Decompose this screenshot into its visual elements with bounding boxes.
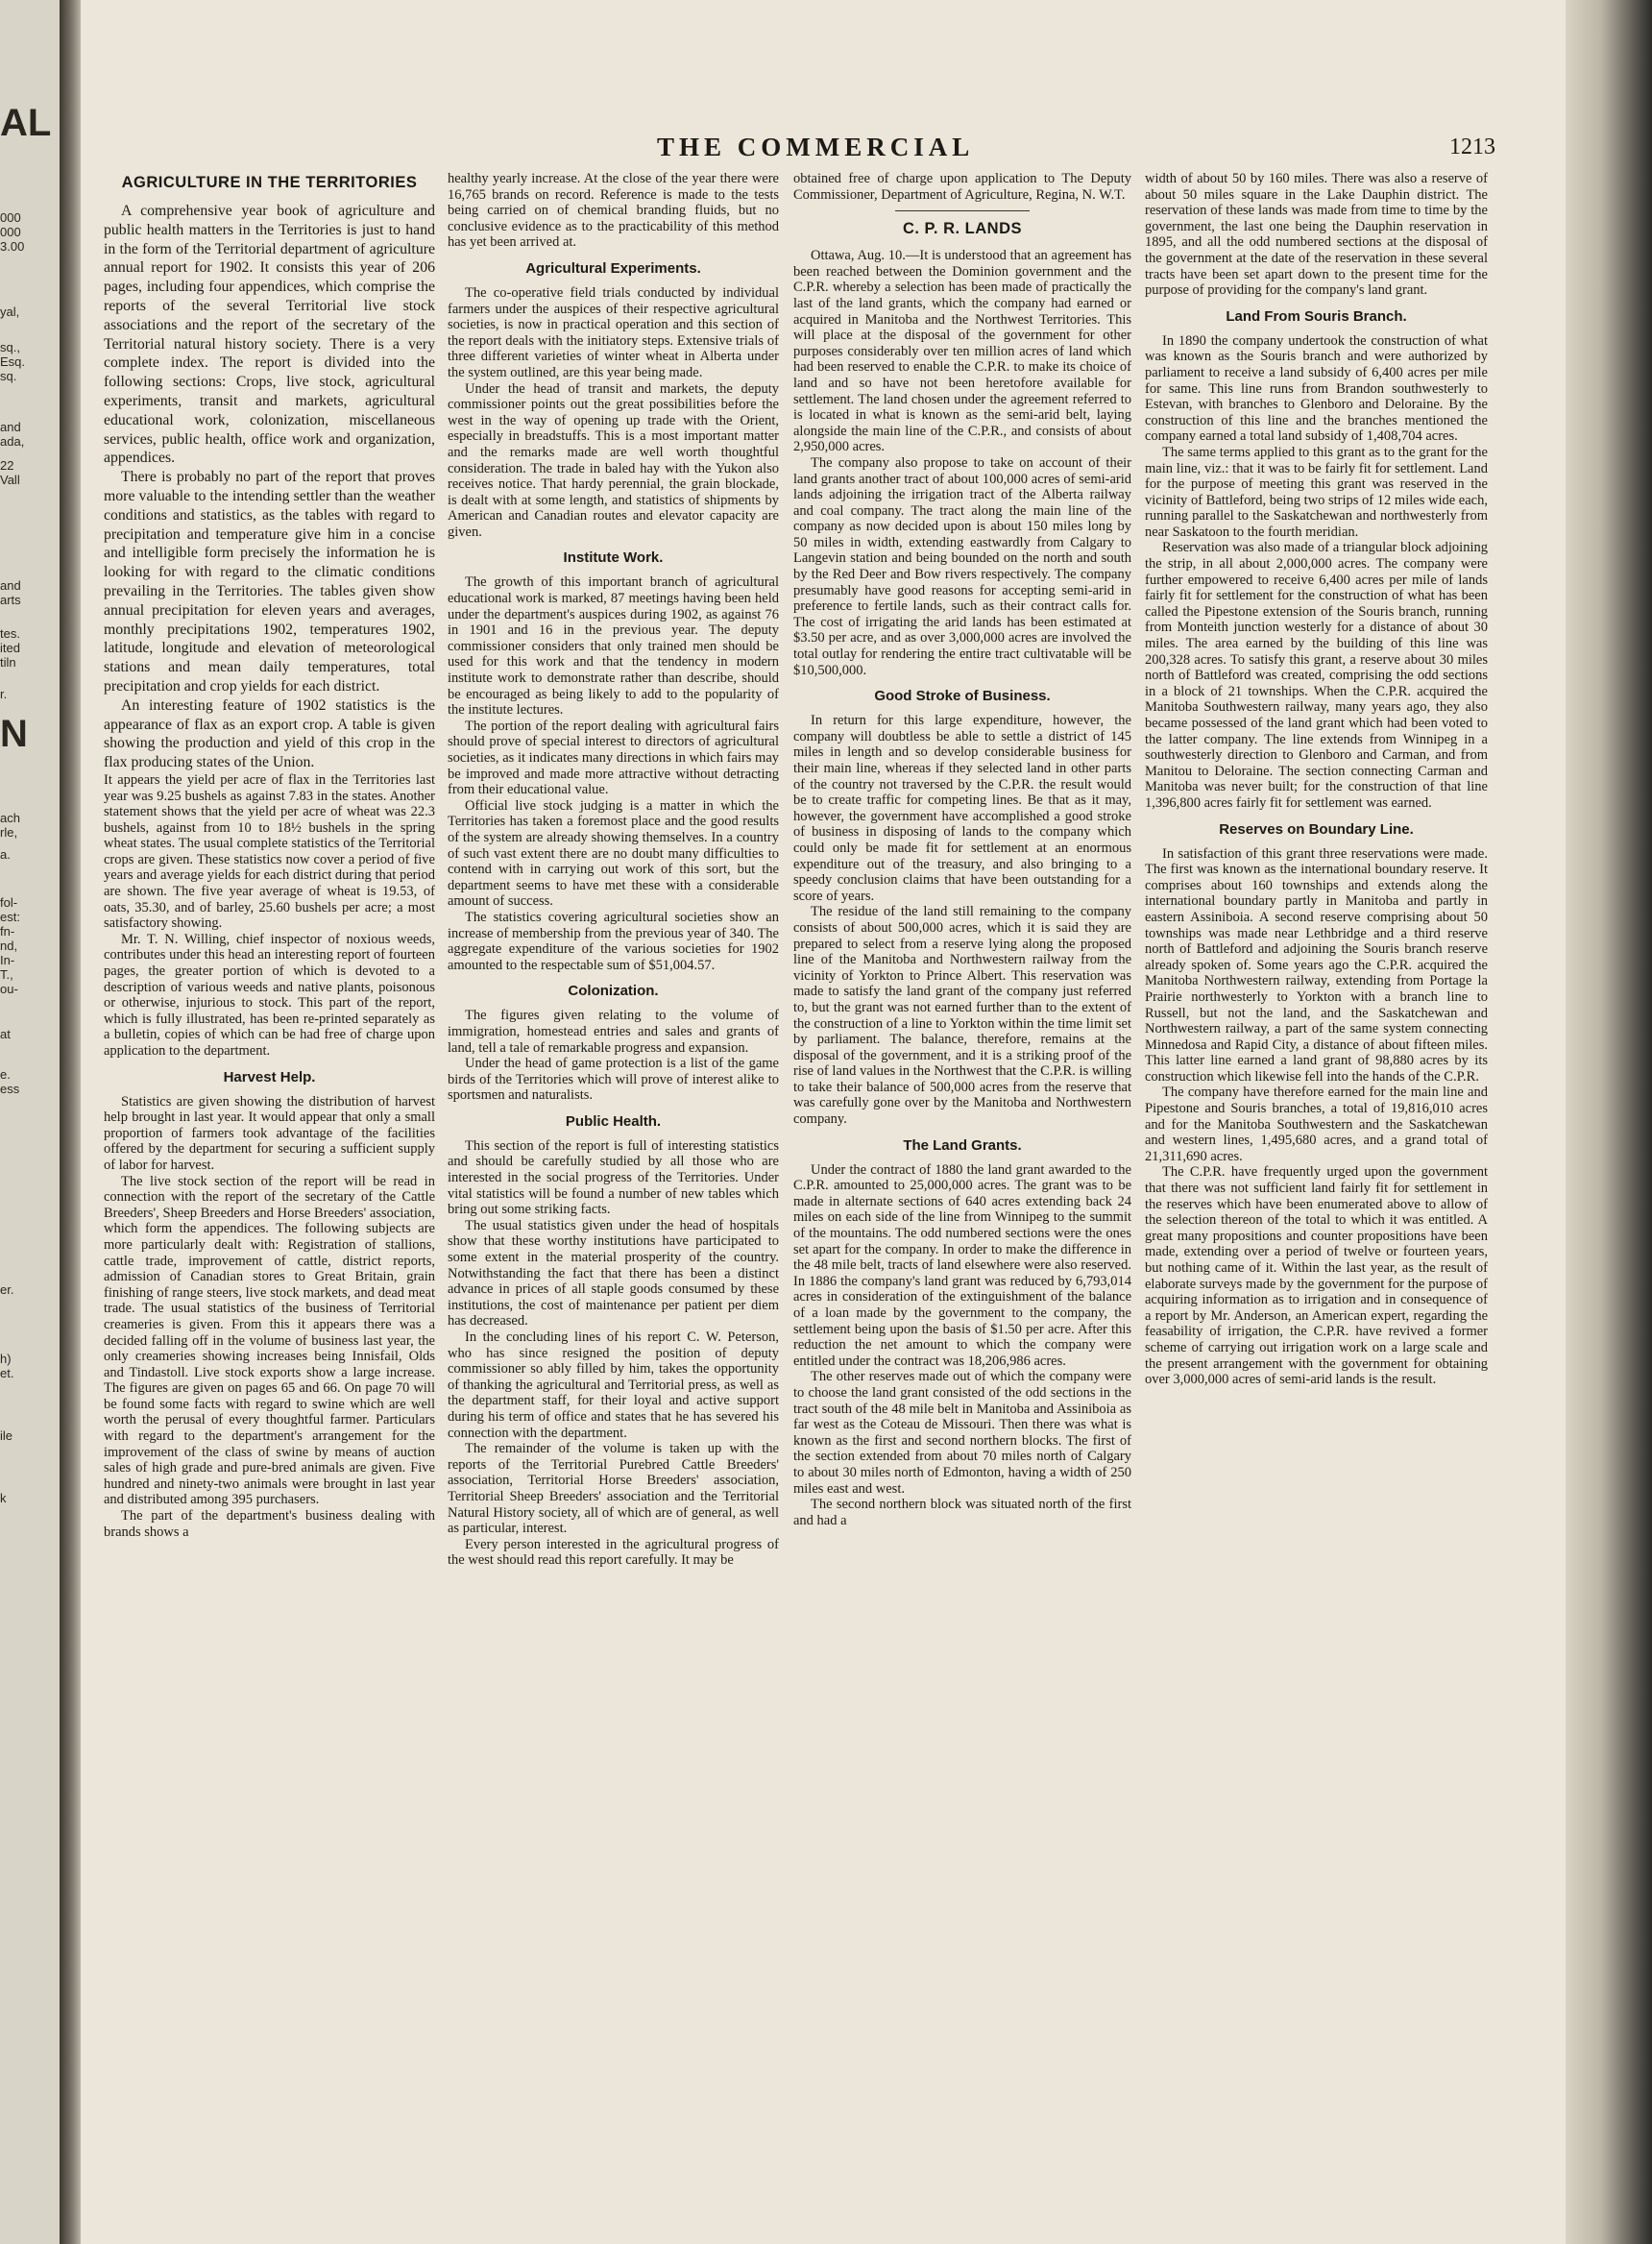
- prev-page-fragment: and: [0, 420, 21, 434]
- prev-page-fragment: nd,: [0, 939, 18, 953]
- prev-page-fragment: Esq.: [0, 354, 26, 369]
- paragraph: The C.P.R. have frequently urged upon the government that there was not sufficient land fairly fit for settlement in the reserves which have been enumerated above to allow of the selection thereon of the total to which it was entitled. A great many propositions and counter propositions have been made, extending over a period of twelve or fourteen years, but nothing came of it. Within the last year, as the result of elaborate surveys made by the government for the purpose of acquiring information as to irrigation and in consequence of a report by Mr. Anderson, an American expert, regarding the feasability of irrigation, the C.P.R. have revived a former scheme of carrying out irrigation work on a large scale and the present arrangement with the government for obtaining over 3,000,000 acres of semi-arid lands is the result.: [1145, 1164, 1488, 1388]
- section-heading: Harvest Help.: [223, 1068, 316, 1085]
- paragraph: Reservation was also made of a triangular block adjoining the strip, in all about 2,000,000 acres. The company were further empowered to receive 6,400 acres per mile of lands fairly fit for settlement for the construction of what has been called the Pipestone extension of the Souris branch, running from Monteith junction westerly for a distance of about 30 miles. The area earned by the building of this line was 200,328 acres. To satisfy this grant, a reserve about 30 miles north of Battleford was created, comprising the odd sections in a block of 21 townships. When the C.P.R. acquired the Manitoba Southwestern railway, many years ago, they also became possessed of the land grant which had been voted to the latter company. The line extends from Winnipeg in a southwesterly direction to Glenboro and Carman, and from Manitou to Deloraine. The section connecting Carman and Manitoba was never built; for the construction of that line 1,396,800 acres fairly fit for settlement was earned.: [1145, 540, 1488, 811]
- paragraph: healthy yearly increase. At the close of the year there were 16,765 brands on record. Reference is made to the tests being carried on of chemical branding fluids, but no conclusive evidence as to the practicability of this method has yet been arrived at.: [448, 171, 779, 251]
- paragraph: The portion of the report dealing with agricultural fairs should prove of special interest to directors of agricultural societies, as it indicates many directions in which fairs may be improved and made more attractive without detracting from their educational value.: [448, 718, 779, 798]
- paragraph: The live stock section of the report will be read in connection with the report of the secretary of the Cattle Breeders', Sheep Breeders and Horse Breeders' association, which form the appendices. The following subjects are more particularly dealt with: Registration of stallions, cattle trade, improvement of cattle, district reports, admission of Canadian stores to Great Britain, grain finishing of range steers, live stock markets, and dead meat trade. The usual statistics of the business of Territorial creameries is given. From this it appears there was a decided falling off in the volume of business last year, the only creameries showing increases being Innisfail, Olds and Tindastoll. Live stock exports show a large increase. The figures are given on pages 65 and 66. On page 70 will be found some facts with regard to swine which are well worth the perusal of every thoughtful farmer. Particulars with regard to the department's arrangement for the improvement of the class of swine by means of auction sales of high grade and pure-bred animals are given. Five hundred and ninety-two animals were brought in last year and distributed among 395 purchasers.: [104, 1173, 435, 1508]
- prev-page-fragment: e.: [0, 1067, 11, 1082]
- paragraph: The second northern block was situated north of the first and had a: [793, 1497, 1131, 1528]
- column-1: [104, 171, 435, 2179]
- section-heading: Public Health.: [565, 1112, 662, 1130]
- binding-gutter: [60, 0, 81, 2244]
- paragraph: Mr. T. N. Willing, chief inspector of noxious weeds, contributes under this head an interesting report of fourteen pages, the greater portion of which is devoted to a description of various weeds and native plants, poisonous or otherwise, injurious to stock. This part of the report, which is fully illustrated, has been re-printed separately as a bulletin, copies of which can be had free of charge upon application to the department.: [104, 931, 435, 1059]
- prev-page-fragment: sq.,: [0, 340, 20, 354]
- paragraph: The residue of the land still remaining to the company consists of about 500,000 acres, which it is said they are prepared to select from a reserve lying along the proposed line of the Manitoba and Northwestern railway from the vicinity of Yorkton to Prince Albert. This reservation was made to satisfy the land grant of the company just referred to, but the grant was not earned further than to the extent of the construction of a line to Yorkton within the time limit set by parliament. The balance, therefore, remains at the disposal of the government, and it is a striking proof of the rise of land values in the Northwest that the C.P.R. is willing to take their balance of 500,000 acres from the reserve that was carefully gone over by the Manitoba and Northwestern company.: [793, 904, 1131, 1128]
- prev-page-fragment: h): [0, 1352, 12, 1366]
- prev-page-fragment: fol-: [0, 895, 18, 910]
- prev-page-fragment: ada,: [0, 434, 25, 449]
- paragraph: Statistics are given showing the distribution of harvest help brought in last year. It would appear that only a small proportion of farmers took advantage of the facilities offered by the department for securing a sufficient supply of labor for harvest.: [104, 1093, 435, 1173]
- paragraph: The figures given relating to the volume of immigration, homestead entries and sales and grants of land, tell a tale of remarkable progress and expansion.: [448, 1008, 779, 1056]
- paragraph: An interesting feature of 1902 statistics is the appearance of flax as an export crop. A table is given showing the production and yield of this crop in the flax producing states of the Union.: [104, 696, 435, 771]
- paragraph: The company also propose to take on account of their land grants another tract of about 100,000 acres of semi-arid lands adjoining the irrigation tract of the Alberta railway and coal company. The tract along the main line of the company as now decided upon is about 150 miles long by 50 miles in width, extending eastwardly from Calgary to Langevin station and being bounded on the north and south by the Red Deer and Bow rivers respectively. The company presumably have good reasons for accepting semi-arid in preference to fertile lands, such as their contract calls for. The cost of irrigating the arid lands has been estimated at $3.50 per acre, and as over 3,000,000 acres are involved the total outlay for rendering the entire tract cultivatable will be $10,500,000.: [793, 454, 1131, 678]
- prev-page-fragment: fn-: [0, 924, 15, 939]
- paragraph: Under the head of transit and markets, the deputy commissioner points out the great possibilities before the west in the way of opening up trade with the Orient, especially in breadstuffs. This is a most important matter and the remarks made are well worth thoughtful consideration. The trade in baled hay with the Yukon also receives notice. That hardy perennial, the grain blockade, is dealt with at some length, and statistics of shipments by American and Canadian routes and elevator capacity are given.: [448, 380, 779, 540]
- paragraph: Under the contract of 1880 the land grant awarded to the C.P.R. amounted to 25,000,000 acres. The grant was to be made in alternate sections of 640 acres extending back 24 miles on each side of the line from Winnipeg to the summit of the mountains. The odd numbered sections were the ones set apart for the company. In order to make the difference in the 48 mile belt, tracts of land elsewhere were also reserved. In 1886 the company's land grant was reduced by 6,793,014 acres in consideration of the extinguishment of the balance of a loan made by the government to the company, the settlement being upon the basis of $1.50 per acre. After this reduction the net amount to which the company were entitled under the contract was 18,206,986 acres.: [793, 1161, 1131, 1369]
- paragraph: There is probably no part of the report that proves more valuable to the intending settler than the weather conditions and statistics, as the tables with regard to precipitation and temperature give him in a concise and intelligible form precisely the information he is looking for with regard to the climatic conditions prevailing in the Territories. The tables given show annual precipitation for eleven years and averages, monthly precipitations 1902, temperatures 1902, latitude, longitude and elevation of meteorological stations and mean daily temperatures, total precipitation and crop yields for each district.: [104, 469, 435, 695]
- paragraph: A comprehensive year book of agriculture and public health matters in the Territories is just to hand in the form of the Territorial department of agriculture annual report for 1902. It consists this year of 206 pages, including four appendices, which comprise the reports of the several Territorial live stock associations and the report of the secretary of the Territorial natural history society. There is a very complete index. The report is divided into the following sections: Crops, live stock, agricultural experiments, transit and markets, agricultural educational work, colonization, miscellaneous services, public health, office work and organization, appendices.: [104, 203, 435, 467]
- column-3: [793, 171, 1131, 2179]
- paragraph: obtained free of charge upon application to The Deputy Commissioner, Department of Agriculture, Regina, N. W.T.: [793, 171, 1131, 203]
- prev-page-fragment: ach: [0, 811, 20, 825]
- section-heading: Institute Work.: [563, 549, 664, 567]
- paragraph: The usual statistics given under the head of hospitals show that these worthy institutions have participated to some extent in the material prosperity of the country. Notwithstanding the fact that there has been a distinct advance in prices of all staple goods consumed by these institutions, the cost of maintenance per patient per diem has decreased.: [448, 1217, 779, 1329]
- prev-page-fragment: 3.00: [0, 239, 25, 254]
- article-title: AGRICULTURE IN THE TERRITORIES: [121, 174, 418, 191]
- paragraph: In satisfaction of this grant three reservations were made. The first was known as the international boundary reserve. It comprises about 160 townships and extends along the international boundary partly in Manitoba and partly in eastern Assiniboia. A second reserve comprising about 50 townships was made near Lethbridge and a third reserve north of Battleford and adjoining the Souris branch reserve already spoken of. Some years ago the C.P.R. acquired the Manitoba Northwestern railway, extending from Portage la Prairie northwesterly to Yorkton with a branch line to Russell, but not the land, and the Saskatchewan and Northwestern railway, a part of the same system connecting Minnedosa and Rapid City, a distance of about fifteen miles. This latter line earned a land grant of 98,880 acres by its construction which likewise fell into the hands of the C.P.R.: [1145, 845, 1488, 1085]
- column-2: [448, 171, 779, 2179]
- prev-page-fragment: 000: [0, 210, 21, 225]
- section-heading: The Land Grants.: [903, 1136, 1022, 1154]
- page-header: [81, 133, 1566, 171]
- prev-page-fragment: ou-: [0, 982, 18, 996]
- page-number: 1213: [1449, 134, 1495, 159]
- prev-page-fragment: rle,: [0, 825, 18, 840]
- prev-page-fragment: T.,: [0, 967, 13, 982]
- prev-page-fragment: ile: [0, 1428, 13, 1443]
- prev-page-fragment: 22: [0, 458, 14, 473]
- paragraph: The same terms applied to this grant as to the grant for the main line, viz.: that it was to be fairly fit for settlement. Land for the purpose of meeting this grant was reserved in the vicinity of Battleford, being two strips of 12 miles wide each, running parallel to the Saskatchewan and northwesterly from near Saskatoon to the fourth meridian.: [1145, 444, 1488, 540]
- prev-page-fragment: est:: [0, 910, 20, 924]
- paragraph: In the concluding lines of his report C. W. Peterson, who has since resigned the position of deputy commissioner so ably filled by him, takes the opportunity of thanking the agricultural and Territorial press, as well as the department staff, for their loyal and active support during his term of office and states that he has severed his connection with the department.: [448, 1329, 779, 1441]
- article-title: C. P. R. LANDS: [902, 220, 1023, 238]
- prev-page-fragment: N: [0, 713, 28, 755]
- section-heading: Land From Souris Branch.: [1226, 307, 1407, 325]
- prev-page-fragment: Vall: [0, 473, 20, 487]
- paragraph: Official live stock judging is a matter in which the Territories has taken a foremost place and the good results of the system are already showing themselves. In a country of such vast extent there are no doubt many difficulties to contend with in carrying out work of this sort, but the department seems to have met these with a considerable amount of success.: [448, 797, 779, 910]
- prev-page-fragment: 000: [0, 225, 21, 239]
- paragraph: Every person interested in the agricultural progress of the west should read this report carefully. It may be: [448, 1536, 779, 1569]
- paragraph: It appears the yield per acre of flax in the Territories last year was 9.25 bushels as against 7.83 in the states. Another statement shows that the yield per acre of wheat was 22.3 bushels, against from 10 to 18½ bushels in the spring wheat states. The usual complete statistics of the Territorial crops are given. These statistics now cover a period of five years and average yields for each district during that period are shown. The five year average of wheat is 19.53, of oats, 35.30, and of barley, 25.60 bushels per acre; a most satisfactory showing.: [104, 771, 435, 932]
- section-heading: Agricultural Experiments.: [525, 259, 701, 277]
- prev-page-fragment: tes.: [0, 626, 20, 641]
- prev-page-fragment: sq.: [0, 369, 17, 383]
- prev-page-fragment: yal,: [0, 305, 20, 319]
- column-4: [1145, 171, 1488, 2179]
- prev-page-fragment: and: [0, 578, 21, 593]
- prev-page-fragment: ited: [0, 641, 20, 655]
- paragraph: The company have therefore earned for the main line and Pipestone and Souris branches, a total of 19,816,010 acres and for the Manitoba Southwestern and the Saskatchewan and western lines, 1,495,680 acres, and a grand total of 21,311,690 acres.: [1145, 1085, 1488, 1164]
- paragraph: The growth of this important branch of agricultural educational work is marked, 87 meetings having been held under the department's auspices during 1902, as against 76 in 1901 and 16 in the previous year. The deputy commissioner considers that only trained men should be used for this work and that the tendency in modern institute work to demonstrate rather than describe, should be encouraged as being likely to add to the popularity of the institute lectures.: [448, 574, 779, 719]
- section-heading: Reserves on Boundary Line.: [1219, 820, 1414, 838]
- paragraph: The part of the department's business dealing with brands shows a: [104, 1508, 435, 1540]
- paragraph: width of about 50 by 160 miles. There was also a reserve of about 50 miles square in the Lake Dauphin district. The reservation of these lands was made from time to time by the government, the last one being the Dauphin reservation in 1895, and all the odd numbered sections at the disposal of the government at the date of the reservation in these several tracts have been set apart down to the present time for the purpose of providing for the company's land grant.: [1145, 171, 1488, 299]
- prev-page-fragment: a.: [0, 847, 11, 862]
- prev-page-fragment: ess: [0, 1082, 20, 1096]
- prev-page-fragment: In-: [0, 953, 15, 967]
- prev-page-fragment: arts: [0, 593, 21, 607]
- paragraph: In return for this large expenditure, however, the company will doubtless be able to settle a district of 145 miles in length and so develop considerable business for their main line, whereas if they selected land in other parts of the country not traversed by the C.P.R. the result would be to create traffic for competing lines. Be that as it may, however, the government have accomplished a good stroke of business in disposing of lands to the company which could only be made fit for settlement at an enormous expenditure out of the treasury, and also bringing to a speedy conclusion claims that have been outstanding for a score of years.: [793, 713, 1131, 904]
- paragraph: The other reserves made out of which the company were to choose the land grant consisted of the odd sections in the tract south of the 48 mile belt in Manitoba and Assiniboia as far west as the Coteau de Missouri. Then there was what is known as the first and second northern blocks. The first of the section extended from about 70 miles north of Calgary to about 30 miles north of Edmonton, having a width of 250 miles east and west.: [793, 1369, 1131, 1497]
- prev-page-fragment: at: [0, 1027, 11, 1041]
- prev-page-fragment: AL: [0, 102, 52, 144]
- prev-page-fragment: k: [0, 1491, 7, 1505]
- previous-page-margin: [0, 0, 60, 2244]
- prev-page-fragment: tiln: [0, 655, 16, 670]
- paragraph: The remainder of the volume is taken up with the reports of the Territorial Purebred Cattle Breeders' association, Territorial Horse Breeders' association, Territorial Sheep Breeders' association and the Territorial Natural History society, all of which are of general, as well as particular, interest.: [448, 1441, 779, 1537]
- divider: [895, 210, 1031, 211]
- prev-page-fragment: et.: [0, 1366, 14, 1380]
- paragraph: The co-operative field trials conducted by individual farmers under the auspices of their respective agricultural societies, is now in practical operation and this section of the report deals with the initiatory steps. Extensive trials of three different varieties of winter wheat in Alberta under the system outlined, are this year being made.: [448, 284, 779, 380]
- paragraph: Under the head of game protection is a list of the game birds of the Territories which will prove of interest alike to sportsmen and naturalists.: [448, 1056, 779, 1104]
- masthead: THE COMMERCIAL: [657, 133, 975, 161]
- page-edge: [1566, 0, 1652, 2244]
- section-heading: Good Stroke of Business.: [874, 688, 1051, 705]
- prev-page-fragment: r.: [0, 687, 8, 701]
- paragraph: The statistics covering agricultural societies show an increase of membership from the previous year of 340. The aggregate expenditure of the various societies for 1902 amounted to the respectable sum of $51,004.57.: [448, 909, 779, 973]
- paragraph: In 1890 the company undertook the construction of what was known as the Souris branch and were authorized by parliament to receive a land subsidy of 6,400 acres per mile for same. This line runs from Brandon southwesterly to Estevan, with branches to Glenboro and Deloraine. By the construction of this line and the branches mentioned the company earned a total land subsidy of 1,408,704 acres.: [1145, 332, 1488, 445]
- paragraph: Ottawa, Aug. 10.—It is understood that an agreement has been reached between the Dominion government and the C.P.R. whereby a selection has been made of practically the last of the land grants, which the company had earned or acquired in Manitoba and the Northwest Territories. This will place at the disposal of the government for other purposes considerably over ten million acres of land which had been reserved to enable the C.P.R. to make its choice of land and so have not been heretofore available for settlement. The land chosen under the agreement referred to is located in what is known as the semi-arid belt, laying alongside the main line of the C.P.R., and consists of about 2,950,000 acres.: [793, 248, 1131, 455]
- section-heading: Colonization.: [568, 983, 659, 1000]
- paragraph: This section of the report is full of interesting statistics and should be carefully studied by all those who are interested in the social progress of the Territories. Under vital statistics will be found a number of new tables which bring out some striking facts.: [448, 1137, 779, 1218]
- prev-page-fragment: er.: [0, 1282, 14, 1297]
